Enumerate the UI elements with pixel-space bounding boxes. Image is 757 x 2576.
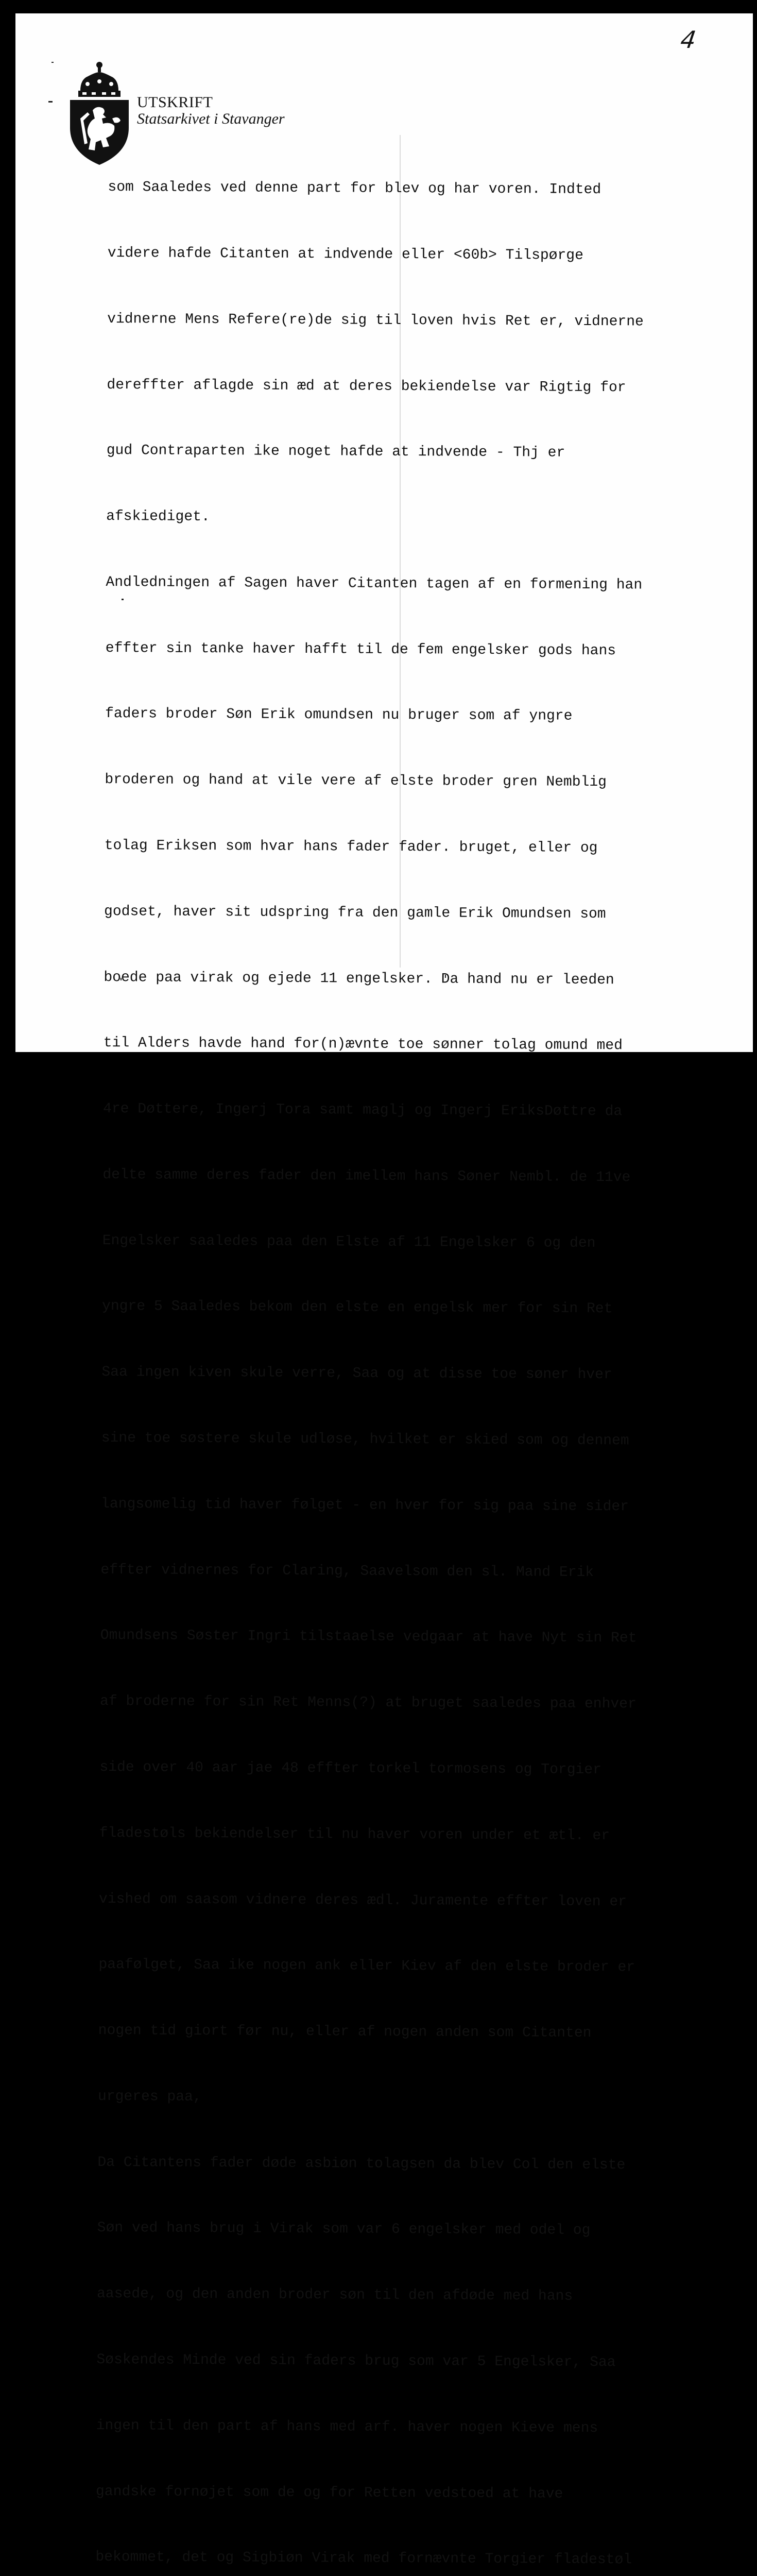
text-line: Saa ingen kiven skule verre, Saa og at disse toe søner hver	[101, 1364, 612, 1383]
text-line: effter sin tanke haver hafft til de fem engelsker gods hans	[105, 640, 616, 659]
text-line: fladestøls bekiendelser til nu haver voren under et ætl. er	[99, 1825, 610, 1844]
text-line: urgeres paa,	[97, 2088, 202, 2105]
text-line: Engelsker saaledes paa den Elste af 11 Engelsker 6 og den	[102, 1232, 596, 1251]
text-line: delte samme deres fader den imellem hans Søner Nembl. de 11ve	[102, 1166, 631, 1186]
text-line: yngre 5 Saaledes bekom den elste en engelsk mer for sin Ret	[101, 1298, 613, 1317]
text-line: gandske fornøjet som de og for Retten vedstoed at have	[95, 2483, 563, 2502]
text-line: paafølget, Saa ike nogen ank eller Kiev af den elste broder er	[98, 1957, 635, 1976]
text-line: tolag Eriksen som hvar hans fader fader. bruget, eller og	[104, 837, 598, 856]
text-line: bekommet, det og Sigbiøn Virak med fornævnte Torgier fladestøl	[95, 2549, 632, 2568]
text-line: afskiediget.	[106, 509, 210, 526]
text-line: gud Contraparten ike noget hafde at indvende - Thj er	[106, 443, 565, 461]
header-title: UTSKRIFT	[137, 94, 213, 111]
text-line: Omundsens Søster Ingri tilstaaelse vedgaar at have Nyt sin Ret	[100, 1628, 637, 1647]
text-line: Søn ved hans brug i Virak som var 6 engelsker med odel og	[97, 2220, 591, 2239]
text-line: af broderne for sin Ret Menns(?) at bruget saaledes paa enhver	[99, 1693, 636, 1713]
text-line: Søskendes Minde ved sin faders brug som var 5 Engelsker, Saa	[96, 2351, 616, 2371]
text-line: vished om saasom vidnere deres ædl. Juramente effter loven er	[98, 1891, 627, 1910]
text-line: faders broder Søn Erik omundsen nu bruger som af yngre	[105, 706, 573, 725]
scan-speck	[51, 62, 54, 63]
text-line: videre hafde Citanten at indvende eller <60b> Tilspørge	[107, 245, 584, 264]
text-line: Andledningen af Sagen haver Citanten tagen af en formening han	[106, 574, 643, 594]
text-line: broderen og hand at vile vere af elste broder gren Nemblig	[105, 772, 607, 791]
text-line: dereffter aflagde sin æd at deres bekiendelse var Rigtig for	[107, 377, 626, 396]
text-line: som Saaledes ved denne part for blev og har voren. Indted	[108, 179, 601, 198]
text-line: ingen til den part af hans med arf. haver nogen Kieve mens	[96, 2417, 598, 2436]
text-line: til Alders havde hand for(n)ævnte toe sønner tolag omund med	[103, 1035, 623, 1054]
text-line: vidnerne Mens Refere(re)de sig til loven hvis Ret er, vidnerne	[107, 311, 644, 330]
text-line: nogen tid giort før nu, eller af nogen anden som Citanten	[98, 2023, 592, 2042]
text-line: godset, haver sit udspring fra den gamle Erik Omundsen som	[104, 903, 606, 922]
header-subtitle: Statsarkivet i Stavanger	[137, 110, 285, 127]
transcript-body	[95, 133, 726, 2576]
text-line: langsomelig tid haver følget - en hver for sig paa sine sider	[100, 1496, 629, 1515]
text-line: aasede, og den anden broder søn til den afdøde med hans	[96, 2286, 573, 2304]
text-line: sine toe søstere skule udløse, hvilket er skied som og dennem	[101, 1430, 629, 1449]
text-line: Da Citantens fader døde asbiøn tolagsen da blev Col den elste	[97, 2154, 626, 2173]
text-line: 4re Døttere, Ingerj Tora samt maglj og Ingerj EriksDøttre da	[102, 1101, 623, 1120]
text-line: side over 40 aar jae 48 effter torkel tormosens og Torgier	[99, 1759, 602, 1778]
text-line: boede paa virak og ejede 11 engelsker. Da hand nu er leeden	[104, 969, 614, 988]
scan-speck	[48, 101, 53, 103]
text-line: effter vidnernes for Claring, Saavelsom den sl. Mand Erik	[100, 1562, 594, 1581]
page-number: 4	[679, 26, 698, 54]
